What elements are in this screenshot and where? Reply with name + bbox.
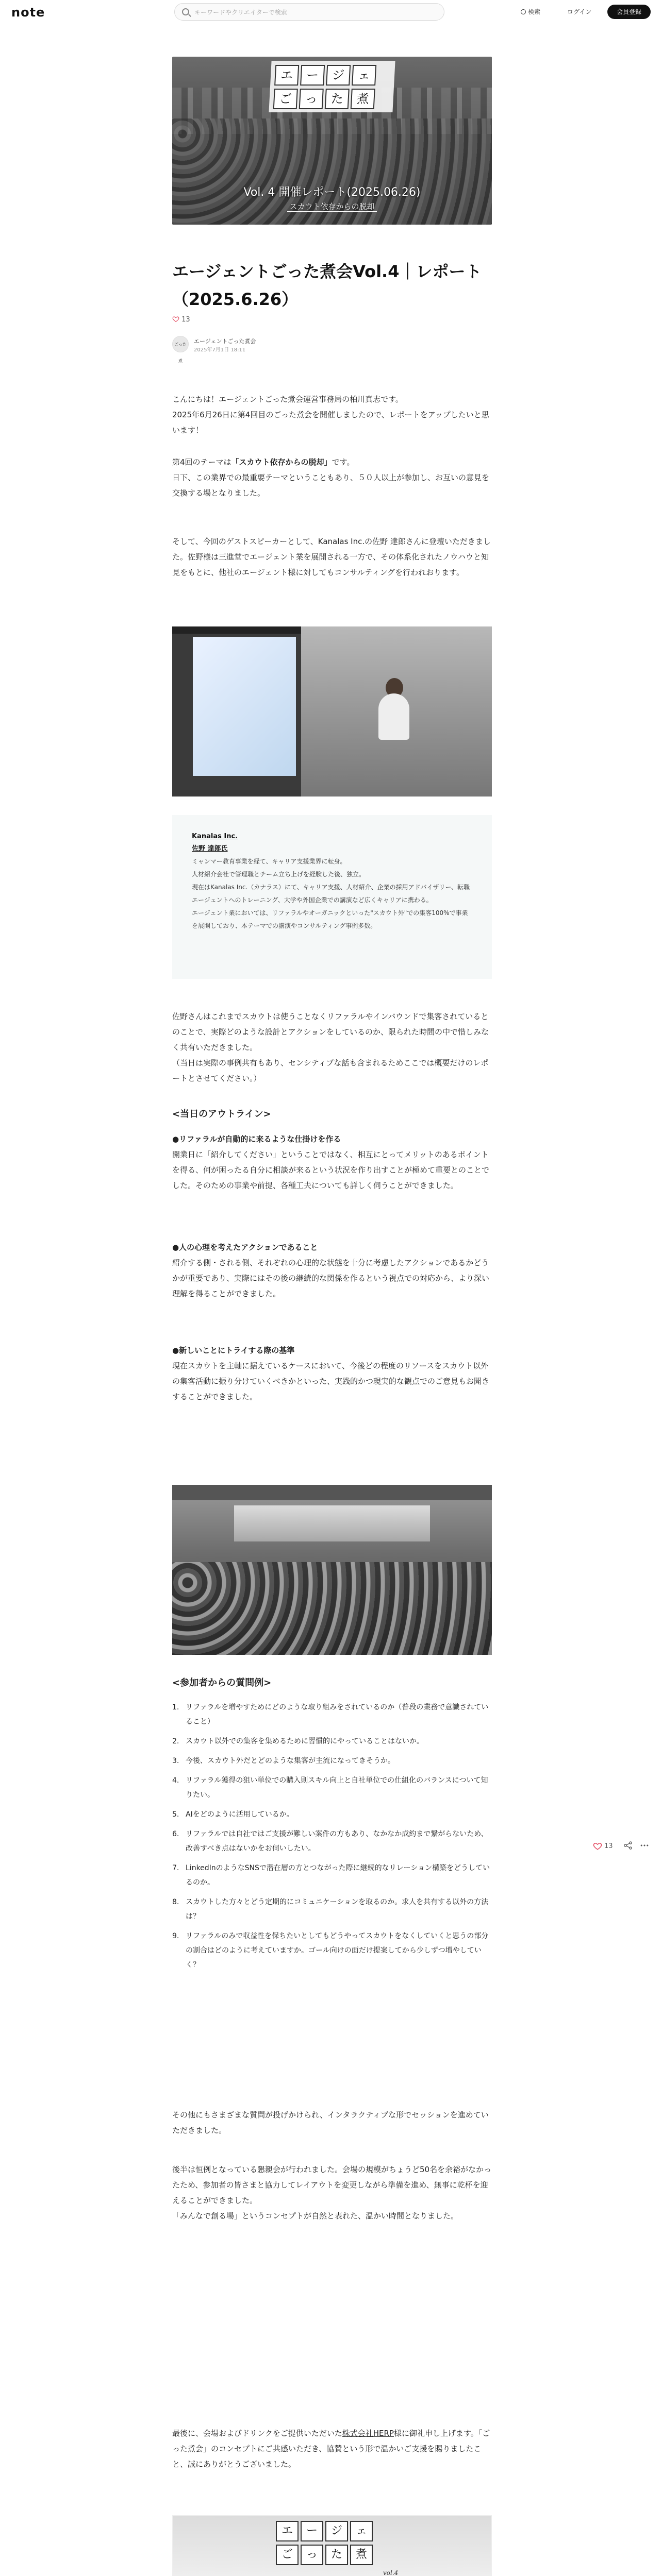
projector-screen xyxy=(193,637,296,776)
list-item: 4. リファラル獲得の狙い単位での購入則スキル向上と自社単位での仕組化のバランスについて知りたい。 xyxy=(172,1776,488,1799)
list-item: 5. AIをどのように活用しているか。 xyxy=(172,1810,294,1819)
profile-bio-2: 人材紹介会社で管理職とチーム立ち上げを経験した後、独立。 xyxy=(192,871,366,878)
list-item: 8. スカウトした方々とどう定期的にコミュニケーションを取るのか。求人を共有する以外の方法は？ xyxy=(172,1898,489,1921)
closing-paragraph: 後半は恒例となっている懇親会が行われました。会場の規模がちょうど50名を余裕がなかったため、参加者の皆さまと協力してレイアウトを変更しながら準備を進め、無事に乾杯を迎えることができました。 「みんなで創る場」というコンセプトが自然と表れた、温かい時間となりました。 xyxy=(172,2165,492,2221)
publish-date: 2025年7月1日 18:11 xyxy=(194,347,246,353)
questions-heading: <参加者からの質問例> xyxy=(172,1677,272,1688)
search-icon xyxy=(182,8,189,15)
hero-title-board: エ ー ジ ェ ご っ た 煮 xyxy=(269,61,395,112)
floating-like-count: 13 xyxy=(604,1842,613,1850)
speaker-profile-box xyxy=(172,815,492,979)
event-banner: エ ー ジ ェ ご っ た 煮 vol.4 xyxy=(172,2515,492,2576)
profile-company: Kanalas Inc. xyxy=(192,833,238,840)
intro-paragraph: こんにちは！エージェントごった煮会運営事務局の柏川真志です。 2025年6月26日に第4回目のごった煮会を開催しましたので、レポートをアップしたいと思います！ xyxy=(172,395,489,435)
banner-vol: vol.4 xyxy=(383,2569,399,2576)
header-search-link[interactable]: 検索 xyxy=(521,7,540,16)
profile-name: 佐野 達郎氏 xyxy=(192,845,228,853)
questions-list xyxy=(172,1700,492,1977)
list-item: 7. LinkedInのようなSNSで潜在層の方とつながった際に継続的なリレーション構築をどうしているのか。 xyxy=(172,1864,490,1887)
outline-item-heading: ●人の心理を考えたアクションであること xyxy=(172,1243,318,1252)
hero-caption: Vol. 4 開催レポート(2025.06.26) xyxy=(243,186,421,199)
presentation-screen xyxy=(234,1505,430,1541)
search-icon xyxy=(521,9,526,14)
list-item: 6. リファラルでは自社ではご支援が難しい案件の方もあり、なかなか成約まで繋がらないため、改善すべき点はないかをお伺いしたい。 xyxy=(172,1830,488,1853)
outline-heading: <当日のアウトライン> xyxy=(172,1109,271,1120)
profile-bio-4: エージェント業においては、リファラルやオーガニックといった"スカウト外"での集客100%で事業を展開しており、本テーマでの講演やコンサルティング事例多数。 xyxy=(192,909,468,929)
speaker-portrait xyxy=(415,2565,487,2576)
outline-item-heading: ●新しいことにトライする際の基準 xyxy=(172,1346,295,1355)
article-title: エージェントごった煮会Vol.4｜レポート （2025.6.26） xyxy=(172,262,482,309)
like-count[interactable]: 13 xyxy=(172,315,190,324)
list-item: 9. リファラルのみで収益性を保ちたいとしてもどうやってスカウトをなくしていくと思うの部分の割合はどのように考えていますか。ゴール向けの面だけ提案してから少しずつ増やしていく？ xyxy=(172,1932,489,1969)
list-item: 2. スカウト以外での集客を集めるために習慣的にやっていることはないか。 xyxy=(172,1737,424,1745)
herp-link[interactable]: 株式会社HERP xyxy=(342,2429,394,2438)
theme-paragraph: 第4回のテーマは「スカウト依存からの脱却」です。 日下、この業界での最重要テーマということもあり、５０人以上が参加し、お互いの意見を交換する場となりました。 xyxy=(172,457,490,498)
speaker-photo xyxy=(172,626,492,796)
hero-subcaption: スカウト依存からの脱却 xyxy=(172,201,492,212)
outline-item-text: 開業日に「紹介してください」ということではなく、相互にとってメリットのあるポイントを得る、何が困ったる自分に相談が来るという状況を作り出すことが極めて重要とのことでした。そのための事業や前提、各種工夫についても詳しく伺うことができました。 xyxy=(172,1150,490,1190)
signup-button[interactable]: 会員登録 xyxy=(607,5,651,19)
author-name[interactable]: エージェントごった煮会 xyxy=(194,338,256,345)
note-logo[interactable]: note xyxy=(11,5,45,20)
speaker-figure xyxy=(378,693,409,740)
venue-photo xyxy=(172,1485,492,1655)
list-item: 3. 今後、スカウト外だとどのような集客が主流になってきそうか。 xyxy=(172,1757,395,1765)
hero-image xyxy=(172,57,492,225)
login-link[interactable]: ログイン xyxy=(567,8,592,15)
thanks-paragraph: 最後に、会場およびドリンクをご提供いただいた株式会社HERP様に御礼申し上げます。「ごった煮会」のコンセプトにご共感いただき、協賛という形で温かいご支援を賜りましたこと、誠にありがとうございました。 xyxy=(172,2429,490,2469)
audience xyxy=(172,1562,492,1655)
outline-item-text: 紹介する側・される側、それぞれの心理的な状態を十分に考慮したアクションであるかどうかが重要であり、実際にはその後の継続的な関係を作るという視点での対応から、より深い理解を得ることができました。 xyxy=(172,1258,490,1298)
like-heart-icon[interactable] xyxy=(593,1841,602,1851)
top-header xyxy=(0,0,662,25)
floating-actions xyxy=(593,1837,650,1858)
profile-bio-3: 現在はKanalas Inc.（カナラス）にて、キャリア支援、人材紹介、企業の採用アドバイザリー、転職エージェントへのトレーニング、大学や外国企業での講演など広くキャリアに携わる。 xyxy=(192,884,470,904)
guest-paragraph: そして、今回のゲストスピーカーとして、Kanalas Inc.の佐野 達郎さんに登壇いただきました。佐野様は三進堂でエージェント業を展開される一方で、その体系化されたノウハウと知見をもとに、他社のエージェント様に対してもコンサルティングを行われおります。 xyxy=(172,537,491,577)
more-icon[interactable] xyxy=(639,1840,650,1851)
search-box[interactable] xyxy=(174,3,444,21)
share-icon[interactable] xyxy=(623,1840,633,1851)
after-profile-paragraph: 佐野さんはこれまでスカウトは使うことなくリファラルやインバウンドで集客されているとのことで、実際どのような設計とアクションをしているのか、限られた時間の中で惜しみなく共有いただきました。 （当日は実際の事例共有もあり、センシティブな話も含まれるためここでは概要だけのレポートとさせてください。） xyxy=(172,1012,489,1083)
profile-bio-1: ミャンマー教育事業を経て、キャリア支援業界に転身。 xyxy=(192,858,346,865)
heart-icon xyxy=(172,315,179,323)
avatar[interactable]: ごった煮 xyxy=(172,336,189,352)
outline-item-text: 現在スカウトを主軸に据えているケースにおいて、今後どの程度のリソースをスカウト以外の集客活動に振り分けていくべきかといった、実践的かつ現実的な観点でのご意見もお聞きすることができました。 xyxy=(172,1361,490,1401)
outline-item-heading: ●リファラルが自動的に来るような仕掛けを作る xyxy=(172,1134,341,1144)
after-qa-paragraph: その他にもさまざまな質問が投げかけられ、インタラクティブな形でセッションを進めていただきました。 xyxy=(172,2110,489,2135)
search-input[interactable] xyxy=(194,7,437,18)
list-item: 1. リファラルを増やすためにどのような取り組みをされているのか（普段の業務で意識されていること） xyxy=(172,1703,489,1726)
